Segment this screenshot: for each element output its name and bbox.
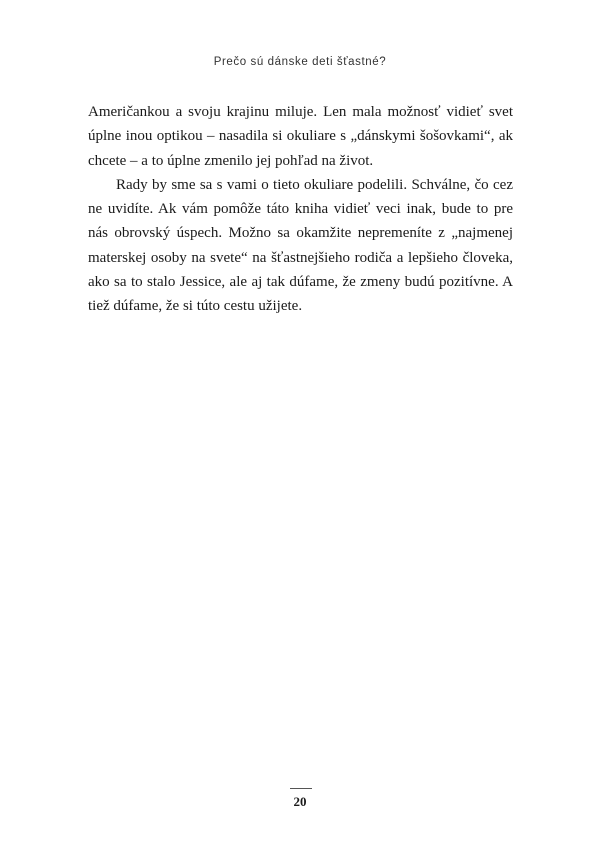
page-number-rule (290, 788, 312, 789)
paragraph-1: Američankou a svoju krajinu miluje. Len mala možnosť vidieť svet úplne inou optikou – nasadila si okuliare s „dánskymi šošovkami“, ak chcete – a to úplne zmenilo jej pohľad na život. (88, 104, 513, 169)
body-text (88, 100, 513, 319)
paragraph-2: Rady by sme sa s vami o tieto okuliare podelili. Schválne, čo cez ne uvidíte. Ak vám pomôže táto kniha vidieť veci inak, bude to pre nás obrovský úspech. Možno sa okamžite nepremeníte z „najmenej materskej osoby na svete“ na šťastnejšieho rodiča a lepšieho človeka, ako sa to stalo Jessice, ale aj tak dúfame, že zmeny budú pozitívne. A tiež dúfame, že si túto cestu užijete. (88, 176, 513, 315)
running-header-title: Prečo sú dánske deti šťastné? (213, 56, 387, 68)
page-number: 20 (293, 794, 307, 809)
